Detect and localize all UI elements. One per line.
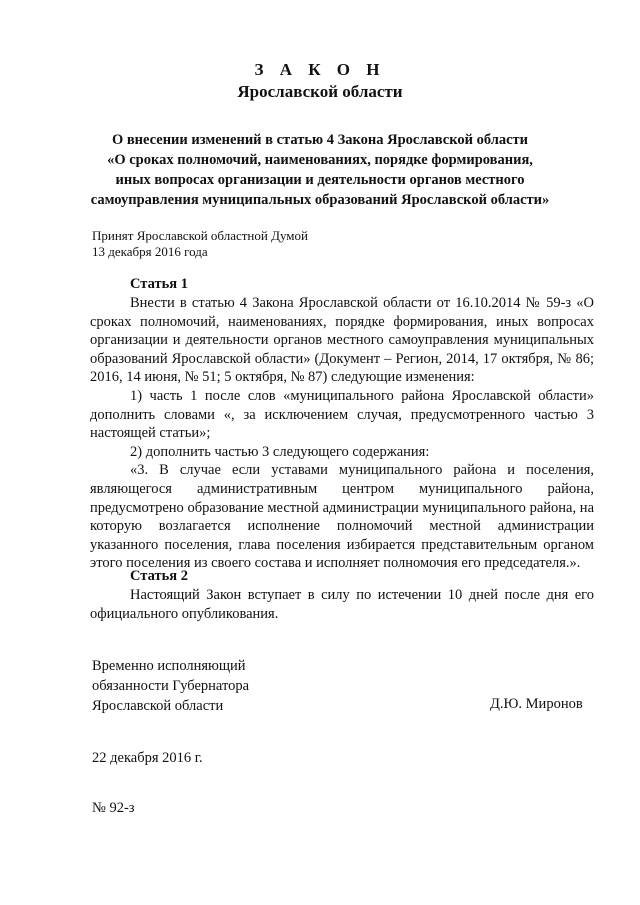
article-1-paragraph: 2) дополнить частью 3 следующего содержания: [130, 443, 430, 460]
article-1-paragraph: «3. В случае если уставами муниципального района и поселения, являющегося административным центром муниципального района, предусмотрено образование местной администрации муниципального района, на которую возлагается исполнение полномочий местной администрации указанного поселения, глава поселения избирается представительным органом этого поселения из своего состава и исполняет полномочия его председателя.». [90, 462, 594, 572]
article-2-body [90, 586, 594, 623]
signature-title-line: обязанности Губернатора [92, 678, 250, 694]
article-1-body [90, 294, 594, 573]
law-title: З А К О Н [254, 60, 386, 79]
article-2-heading: Статья 2 [130, 568, 188, 584]
subject-line: О внесении изменений в статью 4 Закона Ярославской области [111, 132, 529, 148]
article-1-paragraph: Внести в статью 4 Закона Ярославской области от 16.10.2014 № 59-з «О сроках полномочий, наименованиях, порядке формирования, иных вопросах организации и деятельности органов местного самоуправления муниципальных образований Ярославской области» (Документ – Регион, 2014, 17 октября, № 86; 2016, 14 июня, № 51; 5 октября, № 87) следующие изменения: [90, 295, 594, 386]
law-subject [60, 130, 580, 210]
subject-line: самоуправления муниципальных образований Ярославской области» [90, 192, 550, 208]
adopted-by: Принят Ярославской областной Думой [92, 228, 308, 243]
law-date: 22 декабря 2016 г. [92, 750, 203, 766]
article-1-heading: Статья 1 [130, 276, 188, 292]
subject-line: иных вопросах организации и деятельности органов местного [115, 172, 525, 188]
adopted-date: 13 декабря 2016 года [92, 244, 208, 259]
law-number: № 92-з [92, 800, 135, 816]
law-region: Ярославской области [237, 82, 403, 101]
article-1-paragraph: 1) часть 1 после слов «муниципального района Ярославской области» дополнить словами «, за исключением случая, предусмотренного частью 3 настоящей статьи»; [90, 387, 594, 442]
subject-line: «О сроках полномочий, наименованиях, порядке формирования, [107, 152, 533, 168]
signature-title-line: Временно исполняющий [92, 658, 246, 674]
signature-title-line: Ярославской области [92, 698, 224, 714]
signatory-name: Д.Ю. Миронов [490, 696, 583, 712]
article-2-paragraph: Настоящий Закон вступает в силу по истечении 10 дней после дня его официального опубликования. [90, 587, 594, 622]
